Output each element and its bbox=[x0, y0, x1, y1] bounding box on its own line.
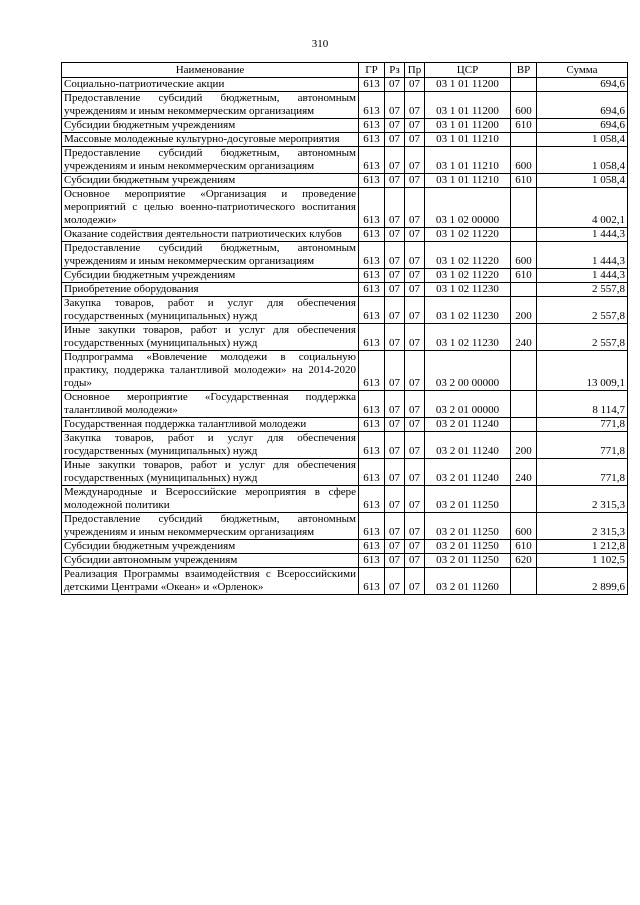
table-row bbox=[62, 540, 628, 554]
row-sum: 771,8 bbox=[537, 459, 628, 486]
row-sum: 2 557,8 bbox=[537, 324, 628, 351]
row-csr: 03 1 02 11230 bbox=[425, 324, 511, 351]
row-name: Субсидии автономным учреждениям bbox=[62, 554, 359, 568]
row-name: Международные и Всероссийские мероприятия в сфере молодежной политики bbox=[62, 486, 359, 513]
row-vr: 240 bbox=[511, 324, 537, 351]
row-name: Субсидии бюджетным учреждениям bbox=[62, 269, 359, 283]
row-rz: 07 bbox=[385, 78, 405, 92]
row-name: Предоставление субсидий бюджетным, автономным учреждениям и иным некоммерческим организациям bbox=[62, 242, 359, 269]
table-row bbox=[62, 432, 628, 459]
row-rz: 07 bbox=[385, 133, 405, 147]
row-csr: 03 1 02 00000 bbox=[425, 188, 511, 228]
row-rz: 07 bbox=[385, 283, 405, 297]
table-row bbox=[62, 568, 628, 595]
row-rz: 07 bbox=[385, 324, 405, 351]
table-row bbox=[62, 459, 628, 486]
row-pr: 07 bbox=[405, 351, 425, 391]
table-row bbox=[62, 554, 628, 568]
row-rz: 07 bbox=[385, 391, 405, 418]
table-row bbox=[62, 133, 628, 147]
row-vr: 600 bbox=[511, 513, 537, 540]
row-gr: 613 bbox=[359, 568, 385, 595]
row-sum: 1 058,4 bbox=[537, 147, 628, 174]
row-gr: 613 bbox=[359, 78, 385, 92]
row-pr: 07 bbox=[405, 513, 425, 540]
row-pr: 07 bbox=[405, 188, 425, 228]
row-gr: 613 bbox=[359, 242, 385, 269]
row-csr: 03 1 02 11220 bbox=[425, 269, 511, 283]
row-sum: 1 444,3 bbox=[537, 228, 628, 242]
table-row bbox=[62, 269, 628, 283]
row-csr: 03 2 01 11240 bbox=[425, 418, 511, 432]
table-row bbox=[62, 92, 628, 119]
row-sum: 4 002,1 bbox=[537, 188, 628, 228]
row-vr: 600 bbox=[511, 242, 537, 269]
row-sum: 2 315,3 bbox=[537, 486, 628, 513]
row-vr: 610 bbox=[511, 119, 537, 133]
row-vr bbox=[511, 228, 537, 242]
row-pr: 07 bbox=[405, 147, 425, 174]
row-gr: 613 bbox=[359, 133, 385, 147]
table-row bbox=[62, 188, 628, 228]
row-rz: 07 bbox=[385, 174, 405, 188]
row-rz: 07 bbox=[385, 513, 405, 540]
row-csr: 03 1 01 11210 bbox=[425, 133, 511, 147]
row-rz: 07 bbox=[385, 554, 405, 568]
row-gr: 613 bbox=[359, 228, 385, 242]
table-row bbox=[62, 391, 628, 418]
table-row bbox=[62, 147, 628, 174]
row-csr: 03 1 02 11230 bbox=[425, 297, 511, 324]
row-pr: 07 bbox=[405, 92, 425, 119]
row-name: Предоставление субсидий бюджетным, автономным учреждениям и иным некоммерческим организациям bbox=[62, 92, 359, 119]
row-csr: 03 2 01 11250 bbox=[425, 554, 511, 568]
row-pr: 07 bbox=[405, 174, 425, 188]
row-rz: 07 bbox=[385, 188, 405, 228]
row-name: Приобретение оборудования bbox=[62, 283, 359, 297]
table-row bbox=[62, 418, 628, 432]
row-sum: 771,8 bbox=[537, 432, 628, 459]
row-name: Реализация Программы взаимодействия с Всероссийскими детскими Центрами «Океан» и «Орленок» bbox=[62, 568, 359, 595]
row-sum: 2 899,6 bbox=[537, 568, 628, 595]
row-rz: 07 bbox=[385, 92, 405, 119]
row-name: Подпрограмма «Вовлечение молодежи в социальную практику, поддержка талантливой молодежи» на 2014-2020 годы» bbox=[62, 351, 359, 391]
row-csr: 03 1 02 11220 bbox=[425, 242, 511, 269]
table-row bbox=[62, 486, 628, 513]
row-vr bbox=[511, 188, 537, 228]
row-name: Иные закупки товаров, работ и услуг для обеспечения государственных (муниципальных) нужд bbox=[62, 324, 359, 351]
table-row bbox=[62, 119, 628, 133]
row-vr: 610 bbox=[511, 269, 537, 283]
row-csr: 03 1 01 11200 bbox=[425, 119, 511, 133]
row-csr: 03 2 01 11250 bbox=[425, 513, 511, 540]
row-rz: 07 bbox=[385, 119, 405, 133]
row-sum: 694,6 bbox=[537, 78, 628, 92]
row-pr: 07 bbox=[405, 554, 425, 568]
table-row bbox=[62, 174, 628, 188]
row-name: Социально-патриотические акции bbox=[62, 78, 359, 92]
header-sum: Сумма bbox=[537, 63, 628, 78]
row-csr: 03 1 01 11200 bbox=[425, 92, 511, 119]
table-row bbox=[62, 297, 628, 324]
row-name: Иные закупки товаров, работ и услуг для обеспечения государственных (муниципальных) нужд bbox=[62, 459, 359, 486]
row-gr: 613 bbox=[359, 540, 385, 554]
page-number: 310 bbox=[311, 38, 329, 50]
row-rz: 07 bbox=[385, 147, 405, 174]
header-vr: ВР bbox=[511, 63, 537, 78]
budget-table bbox=[61, 62, 628, 595]
row-gr: 613 bbox=[359, 283, 385, 297]
row-gr: 613 bbox=[359, 297, 385, 324]
row-csr: 03 2 01 11240 bbox=[425, 432, 511, 459]
row-name: Субсидии бюджетным учреждениям bbox=[62, 119, 359, 133]
row-sum: 1 444,3 bbox=[537, 242, 628, 269]
row-vr bbox=[511, 283, 537, 297]
row-name: Оказание содействия деятельности патриотических клубов bbox=[62, 228, 359, 242]
row-vr: 600 bbox=[511, 92, 537, 119]
row-csr: 03 2 01 11240 bbox=[425, 459, 511, 486]
row-pr: 07 bbox=[405, 78, 425, 92]
row-vr: 610 bbox=[511, 540, 537, 554]
row-pr: 07 bbox=[405, 133, 425, 147]
row-rz: 07 bbox=[385, 486, 405, 513]
row-csr: 03 1 02 11220 bbox=[425, 228, 511, 242]
row-name: Предоставление субсидий бюджетным, автономным учреждениям и иным некоммерческим организациям bbox=[62, 147, 359, 174]
row-sum: 1 058,4 bbox=[537, 133, 628, 147]
header-rz: Рз bbox=[385, 63, 405, 78]
row-gr: 613 bbox=[359, 147, 385, 174]
row-csr: 03 1 01 11200 bbox=[425, 78, 511, 92]
row-gr: 613 bbox=[359, 119, 385, 133]
row-name: Субсидии бюджетным учреждениям bbox=[62, 174, 359, 188]
row-sum: 2 315,3 bbox=[537, 513, 628, 540]
row-csr: 03 2 00 00000 bbox=[425, 351, 511, 391]
row-vr: 620 bbox=[511, 554, 537, 568]
row-csr: 03 1 02 11230 bbox=[425, 283, 511, 297]
row-rz: 07 bbox=[385, 269, 405, 283]
row-name: Предоставление субсидий бюджетным, автономным учреждениям и иным некоммерческим организациям bbox=[62, 513, 359, 540]
table-row bbox=[62, 324, 628, 351]
row-vr bbox=[511, 486, 537, 513]
row-csr: 03 1 01 11210 bbox=[425, 147, 511, 174]
row-vr: 200 bbox=[511, 297, 537, 324]
row-gr: 613 bbox=[359, 269, 385, 283]
header-gr: ГР bbox=[359, 63, 385, 78]
row-gr: 613 bbox=[359, 513, 385, 540]
row-vr bbox=[511, 351, 537, 391]
row-rz: 07 bbox=[385, 297, 405, 324]
row-csr: 03 2 01 11250 bbox=[425, 540, 511, 554]
row-csr: 03 2 01 11250 bbox=[425, 486, 511, 513]
table-row bbox=[62, 513, 628, 540]
row-pr: 07 bbox=[405, 459, 425, 486]
row-sum: 2 557,8 bbox=[537, 297, 628, 324]
row-rz: 07 bbox=[385, 540, 405, 554]
row-vr bbox=[511, 78, 537, 92]
row-rz: 07 bbox=[385, 432, 405, 459]
row-name: Закупка товаров, работ и услуг для обеспечения государственных (муниципальных) нужд bbox=[62, 432, 359, 459]
row-rz: 07 bbox=[385, 459, 405, 486]
row-sum: 694,6 bbox=[537, 92, 628, 119]
row-vr bbox=[511, 418, 537, 432]
row-name: Основное мероприятие «Государственная поддержка талантливой молодежи» bbox=[62, 391, 359, 418]
row-vr bbox=[511, 391, 537, 418]
row-gr: 613 bbox=[359, 351, 385, 391]
row-sum: 13 009,1 bbox=[537, 351, 628, 391]
row-gr: 613 bbox=[359, 486, 385, 513]
table-row bbox=[62, 242, 628, 269]
row-sum: 1 058,4 bbox=[537, 174, 628, 188]
header-name: Наименование bbox=[62, 63, 359, 78]
row-name: Основное мероприятие «Организация и проведение мероприятий с целью военно-патриотического воспитания молодежи» bbox=[62, 188, 359, 228]
row-gr: 613 bbox=[359, 324, 385, 351]
row-gr: 613 bbox=[359, 391, 385, 418]
row-gr: 613 bbox=[359, 459, 385, 486]
row-vr: 600 bbox=[511, 147, 537, 174]
row-pr: 07 bbox=[405, 228, 425, 242]
row-rz: 07 bbox=[385, 568, 405, 595]
row-sum: 1 212,8 bbox=[537, 540, 628, 554]
row-sum: 1 444,3 bbox=[537, 269, 628, 283]
table-row bbox=[62, 228, 628, 242]
row-name: Субсидии бюджетным учреждениям bbox=[62, 540, 359, 554]
row-pr: 07 bbox=[405, 432, 425, 459]
table-row bbox=[62, 283, 628, 297]
row-vr: 610 bbox=[511, 174, 537, 188]
row-sum: 771,8 bbox=[537, 418, 628, 432]
row-pr: 07 bbox=[405, 568, 425, 595]
row-pr: 07 bbox=[405, 119, 425, 133]
row-vr bbox=[511, 568, 537, 595]
row-rz: 07 bbox=[385, 418, 405, 432]
row-gr: 613 bbox=[359, 92, 385, 119]
row-pr: 07 bbox=[405, 486, 425, 513]
row-gr: 613 bbox=[359, 432, 385, 459]
table-row bbox=[62, 78, 628, 92]
row-pr: 07 bbox=[405, 297, 425, 324]
row-pr: 07 bbox=[405, 269, 425, 283]
row-name: Массовые молодежные культурно-досуговые мероприятия bbox=[62, 133, 359, 147]
row-rz: 07 bbox=[385, 228, 405, 242]
row-gr: 613 bbox=[359, 174, 385, 188]
row-pr: 07 bbox=[405, 391, 425, 418]
row-pr: 07 bbox=[405, 242, 425, 269]
row-vr: 200 bbox=[511, 432, 537, 459]
row-gr: 613 bbox=[359, 418, 385, 432]
header-csr: ЦСР bbox=[425, 63, 511, 78]
row-sum: 694,6 bbox=[537, 119, 628, 133]
table-body bbox=[62, 78, 628, 595]
row-name: Закупка товаров, работ и услуг для обеспечения государственных (муниципальных) нужд bbox=[62, 297, 359, 324]
row-csr: 03 2 01 11260 bbox=[425, 568, 511, 595]
row-vr bbox=[511, 133, 537, 147]
row-gr: 613 bbox=[359, 188, 385, 228]
row-pr: 07 bbox=[405, 540, 425, 554]
row-csr: 03 2 01 00000 bbox=[425, 391, 511, 418]
row-name: Государственная поддержка талантливой молодежи bbox=[62, 418, 359, 432]
table-header-row bbox=[62, 63, 628, 78]
row-rz: 07 bbox=[385, 242, 405, 269]
row-sum: 2 557,8 bbox=[537, 283, 628, 297]
table-row bbox=[62, 351, 628, 391]
row-pr: 07 bbox=[405, 283, 425, 297]
header-pr: Пр bbox=[405, 63, 425, 78]
row-vr: 240 bbox=[511, 459, 537, 486]
row-sum: 8 114,7 bbox=[537, 391, 628, 418]
row-pr: 07 bbox=[405, 324, 425, 351]
row-pr: 07 bbox=[405, 418, 425, 432]
row-rz: 07 bbox=[385, 351, 405, 391]
row-sum: 1 102,5 bbox=[537, 554, 628, 568]
row-csr: 03 1 01 11210 bbox=[425, 174, 511, 188]
row-gr: 613 bbox=[359, 554, 385, 568]
